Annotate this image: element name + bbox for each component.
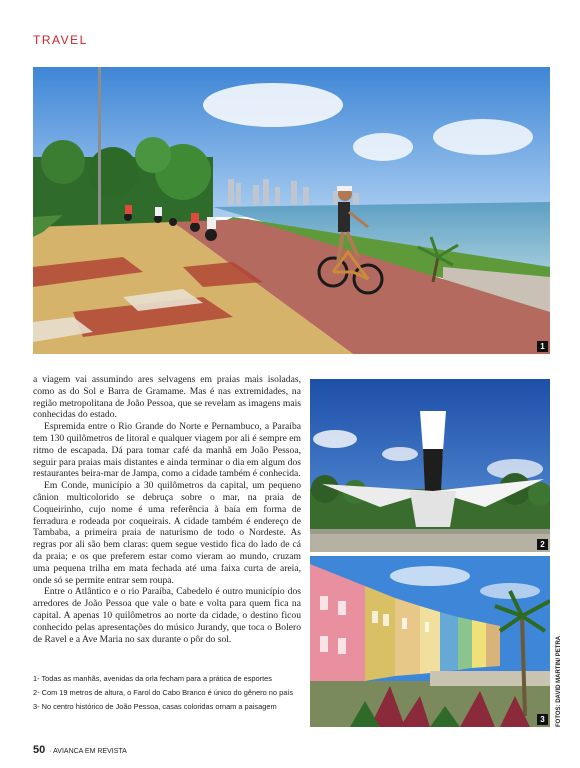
paragraph: a viagem vai assumindo ares selvagens em praias mais isoladas, como as do Sol e Barra de Gramame. Mas é nas extremidades, na região metropolitana de João Pessoa, que se revelam as imagens mais conhecidas do estado. <box>33 374 301 421</box>
photo-cyclists-promenade <box>33 67 550 354</box>
cyclists-illustration <box>33 67 550 354</box>
publication-name: · AVIANCA EM REVISTA <box>49 748 127 755</box>
photo-captions <box>33 674 303 716</box>
page-footer <box>33 744 127 756</box>
photo-number-2: 2 <box>537 539 548 550</box>
caption-1: 1- Todas as manhãs, avenidas da orla fecham para a prática de esportes <box>33 674 272 683</box>
section-label: TRAVEL <box>33 33 88 47</box>
article-body <box>33 374 301 645</box>
photo-colorful-houses <box>310 556 550 727</box>
paragraph: Entre o Atlântico e o rio Paraíba, Cabedelo é outro município dos arredores de João Pessoa que vale o bate e volta para quem fica na capital. A apenas 10 quilômetros ao norte da cidade, o destino ficou conhecido pelas apresentações do músico Jurandy, que toca o Bolero de Ravel e a Ave Maria no sax durante o pôr do sol. <box>33 586 301 645</box>
colorful-houses-illustration <box>310 556 550 727</box>
paragraph: Espremida entre o Rio Grande do Norte e Pernambuco, a Paraíba tem 130 quilômetros de litoral e qualquer viagem por ali é sempre em ritmo de escapada. Dá para tomar café da manhã em João Pessoa, seguir para praias mais distantes e ainda terminar o dia em algum dos restaurantes beira-mar de Jampa, como a cidade também é conhecida. <box>33 421 301 480</box>
page-number: 50 <box>33 744 46 756</box>
photo-number-1: 1 <box>537 341 548 352</box>
photo-lighthouse <box>310 379 550 552</box>
lighthouse-illustration <box>310 379 550 552</box>
paragraph: Em Conde, município a 30 quilômetros da capital, um pequeno cânion multicolorido se debruça sobre o mar, na praia de Coqueirinho, cujo nome é uma referência à baía em forma de ferradura e rodeada por coqueirais. A cidade também é endereço de Tambaba, a primeira praia de naturismo de todo o Nordeste. As regras por ali são bem claras: quem segue vestido fica do lado de cá da praia; e os que preferem estar como vieram ao mundo, cruzam uma pequena trilha em mata fechada até uma faixa curta de areia, onde só se permite entrar sem roupa. <box>33 480 301 586</box>
caption-2: 2- Com 19 metros de altura, o Farol do Cabo Branco é único do gênero no país <box>33 688 294 697</box>
photo-credit: FOTOS: DAVID MARTIN/ PETRA <box>556 635 562 727</box>
caption-3: 3- No centro histórico de João Pessoa, casas coloridas ornam a paisagem <box>33 702 277 711</box>
photo-number-3: 3 <box>537 714 548 725</box>
